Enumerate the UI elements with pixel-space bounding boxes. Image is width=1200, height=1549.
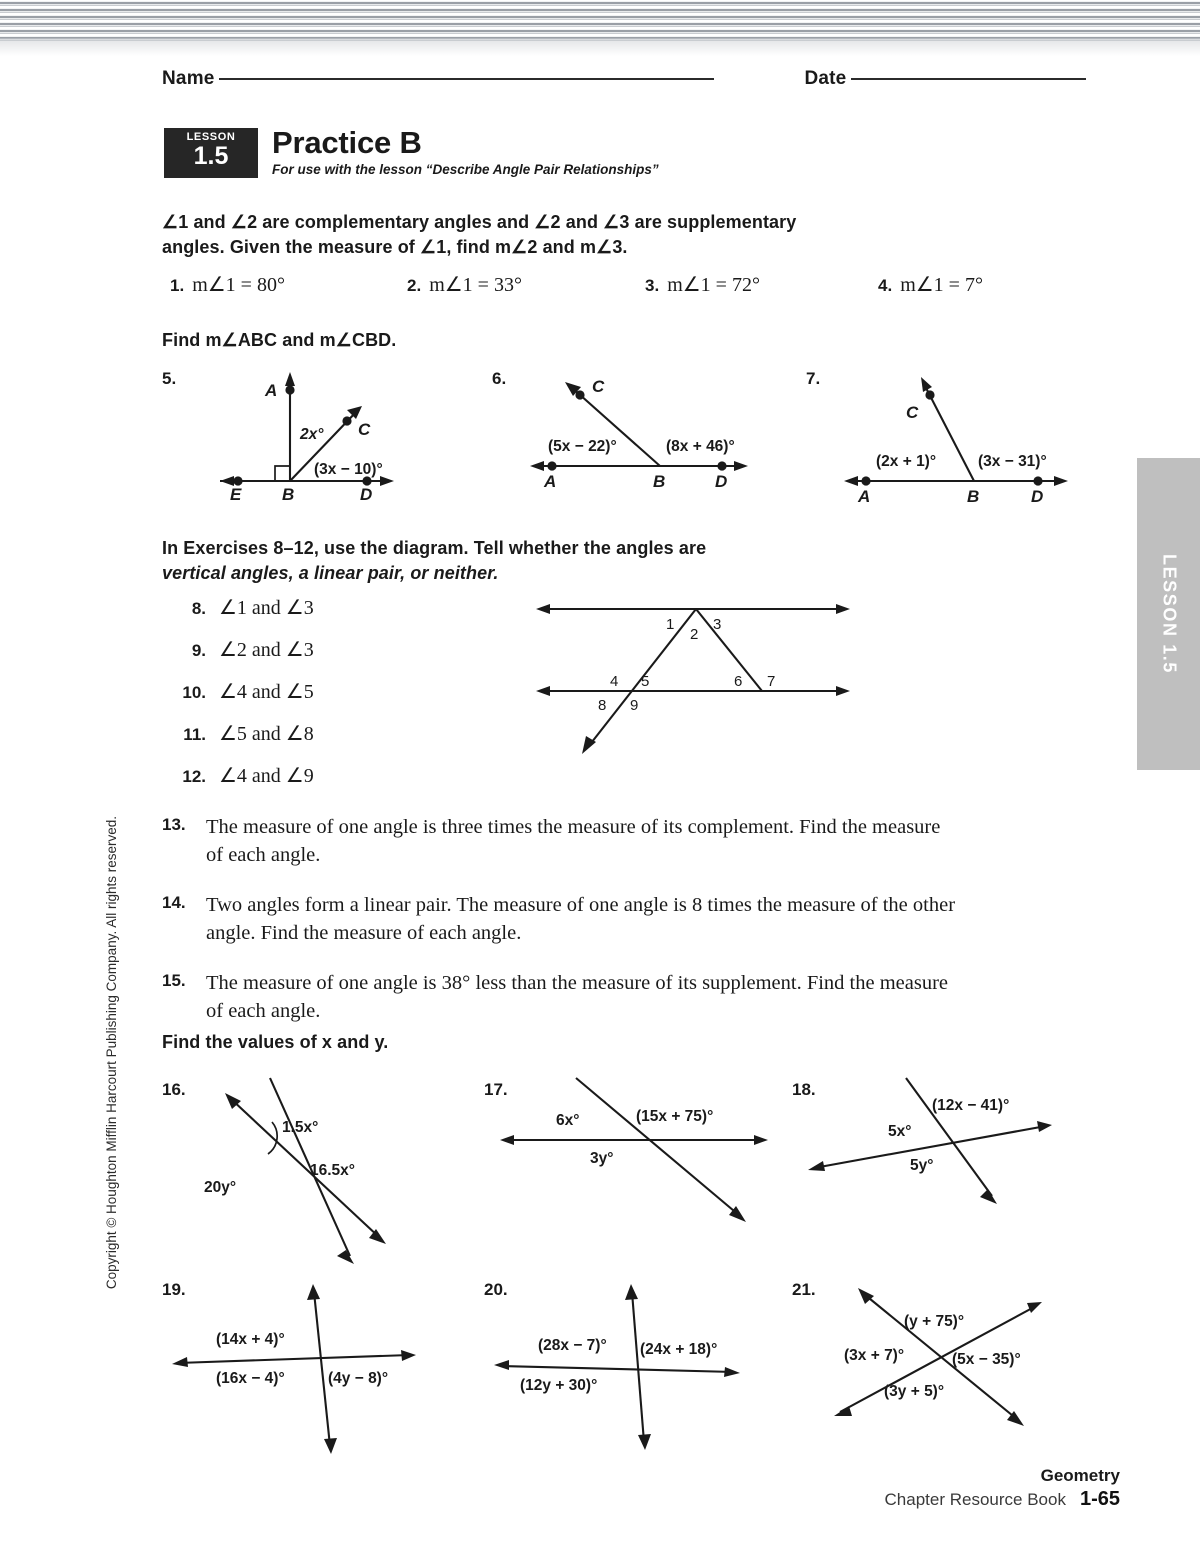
problem-18-cell <box>792 1078 1092 1263</box>
instruction-1-line-2: angles. Given the measure of ∠1, find m∠2 and m∠3. <box>162 237 628 257</box>
arrowhead-19-right <box>401 1350 416 1361</box>
problem-18-label-1: (12x − 41)° <box>932 1097 1010 1114</box>
problem-16-label-3: 20y° <box>204 1179 237 1196</box>
problem-7-cell <box>806 366 1096 506</box>
problem-20-diagram <box>484 1278 784 1468</box>
lesson-badge-number: 1.5 <box>193 142 229 170</box>
arrowhead-left <box>844 476 858 486</box>
problem-16-label-2: 16.5x° <box>310 1162 355 1179</box>
angle-label-5: 5 <box>641 673 650 690</box>
point-label-a: A <box>858 487 871 506</box>
arrowhead-20-right <box>724 1367 740 1377</box>
problem-5-angle-upper: 2x° <box>300 426 324 443</box>
problem-18-number: 18. <box>792 1080 816 1099</box>
point-label-b: B <box>967 487 980 506</box>
date-label: Date <box>804 68 847 89</box>
problem-17-label-2: (15x + 75)° <box>636 1108 714 1125</box>
point-label-b: B <box>653 472 666 491</box>
problem-19-label-3: (4y − 8)° <box>328 1370 389 1387</box>
problem-21-label-4: (3y + 5)° <box>884 1383 945 1400</box>
problem-7-angle-left: (2x + 1)° <box>876 453 937 470</box>
arrowhead-right <box>1054 476 1068 486</box>
arrowhead-20-left <box>494 1360 509 1370</box>
problem-19-cell <box>162 1278 462 1468</box>
point-label-d: D <box>360 485 373 504</box>
problem-3-expression: m∠1 = 72° <box>667 274 760 296</box>
problem-8-text: ∠1 and ∠3 <box>219 597 314 619</box>
angle-label-6: 6 <box>734 673 743 690</box>
point-label-b: B <box>282 485 295 504</box>
problem-20-number: 20. <box>484 1280 508 1299</box>
lesson-badge-word: LESSON <box>186 131 236 143</box>
point-label-e: E <box>230 485 242 504</box>
problem-13-text: The measure of one angle is three times the measure of its complement. Find the measure of each angle. <box>206 816 941 866</box>
page-footer <box>885 1466 1120 1511</box>
angle-label-9: 9 <box>630 697 639 714</box>
arrowhead-21-a-start <box>858 1288 874 1304</box>
problem-3 <box>645 272 760 297</box>
angle-label-1: 1 <box>666 616 675 633</box>
problem-17-label-1: 6x° <box>556 1112 580 1129</box>
problem-2 <box>407 272 522 297</box>
point-a-dot <box>547 461 556 470</box>
problem-7-number: 7. <box>806 369 821 388</box>
problem-1-expression: m∠1 = 80° <box>192 274 285 296</box>
arrowhead-bottom-right <box>836 686 850 696</box>
name-label: Name <box>162 68 215 89</box>
problem-19-diagram <box>162 1278 462 1468</box>
problem-6-angle-left: (5x − 22)° <box>548 438 617 455</box>
problem-14-text: Two angles form a linear pair. The measure of one angle is 8 times the measure of the other angle. Find the measure of each angle. <box>206 894 956 944</box>
arrowhead-18-right <box>1037 1121 1052 1132</box>
problem-2-expression: m∠1 = 33° <box>429 274 522 296</box>
point-c-dot <box>925 390 934 399</box>
list-item <box>168 721 498 763</box>
problem-12-text: ∠4 and ∠9 <box>219 765 314 787</box>
problem-21-number: 21. <box>792 1280 816 1299</box>
title-block <box>272 126 659 177</box>
angle-label-8: 8 <box>598 697 607 714</box>
arrowhead-16-b-end <box>337 1250 354 1264</box>
problem-1-number: 1. <box>170 276 185 295</box>
problem-3-number: 3. <box>645 276 660 295</box>
arrowhead-left <box>530 461 544 471</box>
angle-label-4: 4 <box>610 673 619 690</box>
point-d-dot <box>717 461 726 470</box>
problem-19-label-1: (14x + 4)° <box>216 1331 285 1348</box>
arrowhead-20-down <box>638 1434 651 1450</box>
list-item <box>162 969 962 1025</box>
instruction-block-4: Find the values of x and y. <box>162 1032 389 1052</box>
arrowhead-18-diag <box>980 1189 997 1204</box>
arrowhead-18-left <box>808 1161 825 1171</box>
angle-label-7: 7 <box>767 673 776 690</box>
point-label-c: C <box>592 377 605 396</box>
point-label-c: C <box>906 403 919 422</box>
arrowhead-top-right <box>836 604 850 614</box>
problem-1 <box>170 272 285 297</box>
list-item <box>168 595 498 637</box>
footer-book-title: Geometry <box>1040 1466 1120 1485</box>
problem-5-angle-lower: (3x − 10)° <box>314 461 383 478</box>
footer-resource-text: Chapter Resource Book <box>884 1490 1066 1509</box>
problem-6-diagram <box>492 366 782 501</box>
list-item <box>168 763 498 805</box>
problem-21-diagram <box>792 1278 1092 1468</box>
footer-resource-line <box>885 1488 1120 1511</box>
page-subtitle: For use with the lesson “Describe Angle Pair Relationships” <box>272 162 659 177</box>
problem-19-label-2: (16x − 4)° <box>216 1370 285 1387</box>
problem-13-number: 13. <box>162 815 186 834</box>
problem-9-text: ∠2 and ∠3 <box>219 639 314 661</box>
point-c-dot <box>342 416 351 425</box>
problem-21-label-2: (3x + 7)° <box>844 1347 905 1364</box>
date-blank-line[interactable] <box>851 78 1086 80</box>
problem-20-cell <box>484 1278 784 1468</box>
page-title: Practice B <box>272 125 422 160</box>
diagram-8-12 <box>520 590 870 770</box>
problem-21-label-1: (y + 75)° <box>904 1313 965 1330</box>
problem-5-diagram <box>162 366 452 504</box>
problem-18-label-2: 5x° <box>888 1123 912 1140</box>
angle-label-3: 3 <box>713 616 722 633</box>
problem-10-text: ∠4 and ∠5 <box>219 681 314 703</box>
problem-11-text: ∠5 and ∠8 <box>219 723 314 745</box>
problem-17-number: 17. <box>484 1080 508 1099</box>
lesson-side-tab <box>1137 458 1200 770</box>
name-blank-line[interactable] <box>219 78 714 80</box>
problem-2-number: 2. <box>407 276 422 295</box>
arrowhead-right <box>734 461 748 471</box>
lesson-side-tab-label: LESSON 1.5 <box>1159 553 1179 675</box>
problem-8-number: 8. <box>191 599 206 618</box>
problem-16-diagram <box>162 1078 452 1263</box>
arrowhead-19-up <box>307 1284 320 1300</box>
problem-4-expression: m∠1 = 7° <box>900 274 983 296</box>
diagram-8-12-cell <box>520 590 870 770</box>
problem-20-label-2: (24x + 18)° <box>640 1341 718 1358</box>
arrowhead-diag <box>921 377 932 392</box>
problem-17-label-3: 3y° <box>590 1150 614 1167</box>
problem-17-diagram <box>484 1078 784 1263</box>
instruction-block-1 <box>162 210 1002 260</box>
problem-12-number: 12. <box>182 767 206 786</box>
problem-4-number: 4. <box>878 276 893 295</box>
arrowhead-bottom-left <box>536 686 550 696</box>
point-label-c: C <box>358 420 371 439</box>
point-label-d: D <box>1031 487 1044 506</box>
problem-18-label-3: 5y° <box>910 1157 934 1174</box>
problem-21-cell <box>792 1278 1092 1468</box>
problem-17-cell <box>484 1078 784 1263</box>
point-label-d: D <box>715 472 728 491</box>
problem-21-label-3: (5x − 35)° <box>952 1351 1021 1368</box>
arrowhead-17-left <box>500 1135 514 1145</box>
arrowhead-17-right <box>754 1135 768 1145</box>
problem-18-diagram <box>792 1078 1092 1263</box>
list-item <box>168 637 498 679</box>
instruction-3-line-2: vertical angles, a linear pair, or neither. <box>162 563 499 583</box>
problem-5-number: 5. <box>162 369 177 388</box>
arrowhead-top-left <box>536 604 550 614</box>
problem-10-number: 10. <box>182 683 206 702</box>
problem-9-number: 9. <box>191 641 206 660</box>
problem-16-number: 16. <box>162 1080 186 1099</box>
point-a-dot <box>285 385 294 394</box>
problem-5-cell <box>162 366 452 504</box>
copyright-notice: Copyright © Houghton Mifflin Harcourt Publishing Company. All rights reserved. <box>104 816 119 1290</box>
problem-7-angle-right: (3x − 31)° <box>978 453 1047 470</box>
arrowhead-21-b-start <box>834 1406 852 1416</box>
problem-6-number: 6. <box>492 369 507 388</box>
angle-label-2: 2 <box>690 626 699 643</box>
problem-11-number: 11. <box>183 725 206 744</box>
problem-6-angle-right: (8x + 46)° <box>666 438 735 455</box>
list-item <box>162 813 962 869</box>
point-d-dot <box>1033 476 1042 485</box>
point-label-a: A <box>544 472 557 491</box>
list-item <box>162 891 962 947</box>
problem-15-number: 15. <box>162 971 186 990</box>
instruction-block-3 <box>162 536 852 586</box>
instruction-3-line-1: In Exercises 8–12, use the diagram. Tell whether the angles are <box>162 538 707 558</box>
instruction-1-line-1: ∠1 and ∠2 are complementary angles and ∠2 and ∠3 are supplementary <box>162 212 797 232</box>
footer-page-number: 1-65 <box>1079 1488 1120 1510</box>
problems-1-4-row <box>170 272 1130 300</box>
problem-20-label-1: (28x − 7)° <box>538 1337 607 1354</box>
problem-19-number: 19. <box>162 1280 186 1299</box>
problem-7-diagram <box>806 366 1096 506</box>
point-label-a: A <box>265 381 278 400</box>
problem-15-text: The measure of one angle is 38° less than the measure of its supplement. Find the measure of each angle. <box>206 972 949 1022</box>
point-a-dot <box>861 476 870 485</box>
problem-20-label-3: (12y + 30)° <box>520 1377 598 1394</box>
problem-16-cell <box>162 1078 452 1263</box>
point-c-dot <box>575 390 584 399</box>
name-date-row <box>162 68 1112 102</box>
problems-13-15-list <box>162 813 962 1047</box>
problem-4 <box>878 272 983 297</box>
arrowhead-up <box>285 372 295 386</box>
arrowhead-20-up <box>625 1284 638 1300</box>
list-item <box>168 679 498 721</box>
problem-16-label-1: 1.5x° <box>282 1119 319 1136</box>
instruction-block-2: Find m∠ABC and m∠CBD. <box>162 330 397 350</box>
problem-14-number: 14. <box>162 893 186 912</box>
problems-8-12-list <box>168 595 498 805</box>
arrowhead-19-down <box>324 1438 337 1454</box>
arrowhead-19-left <box>172 1357 188 1367</box>
arrowhead-21-b-end <box>1027 1302 1042 1313</box>
lesson-badge <box>164 128 258 178</box>
problem-6-cell <box>492 366 782 501</box>
